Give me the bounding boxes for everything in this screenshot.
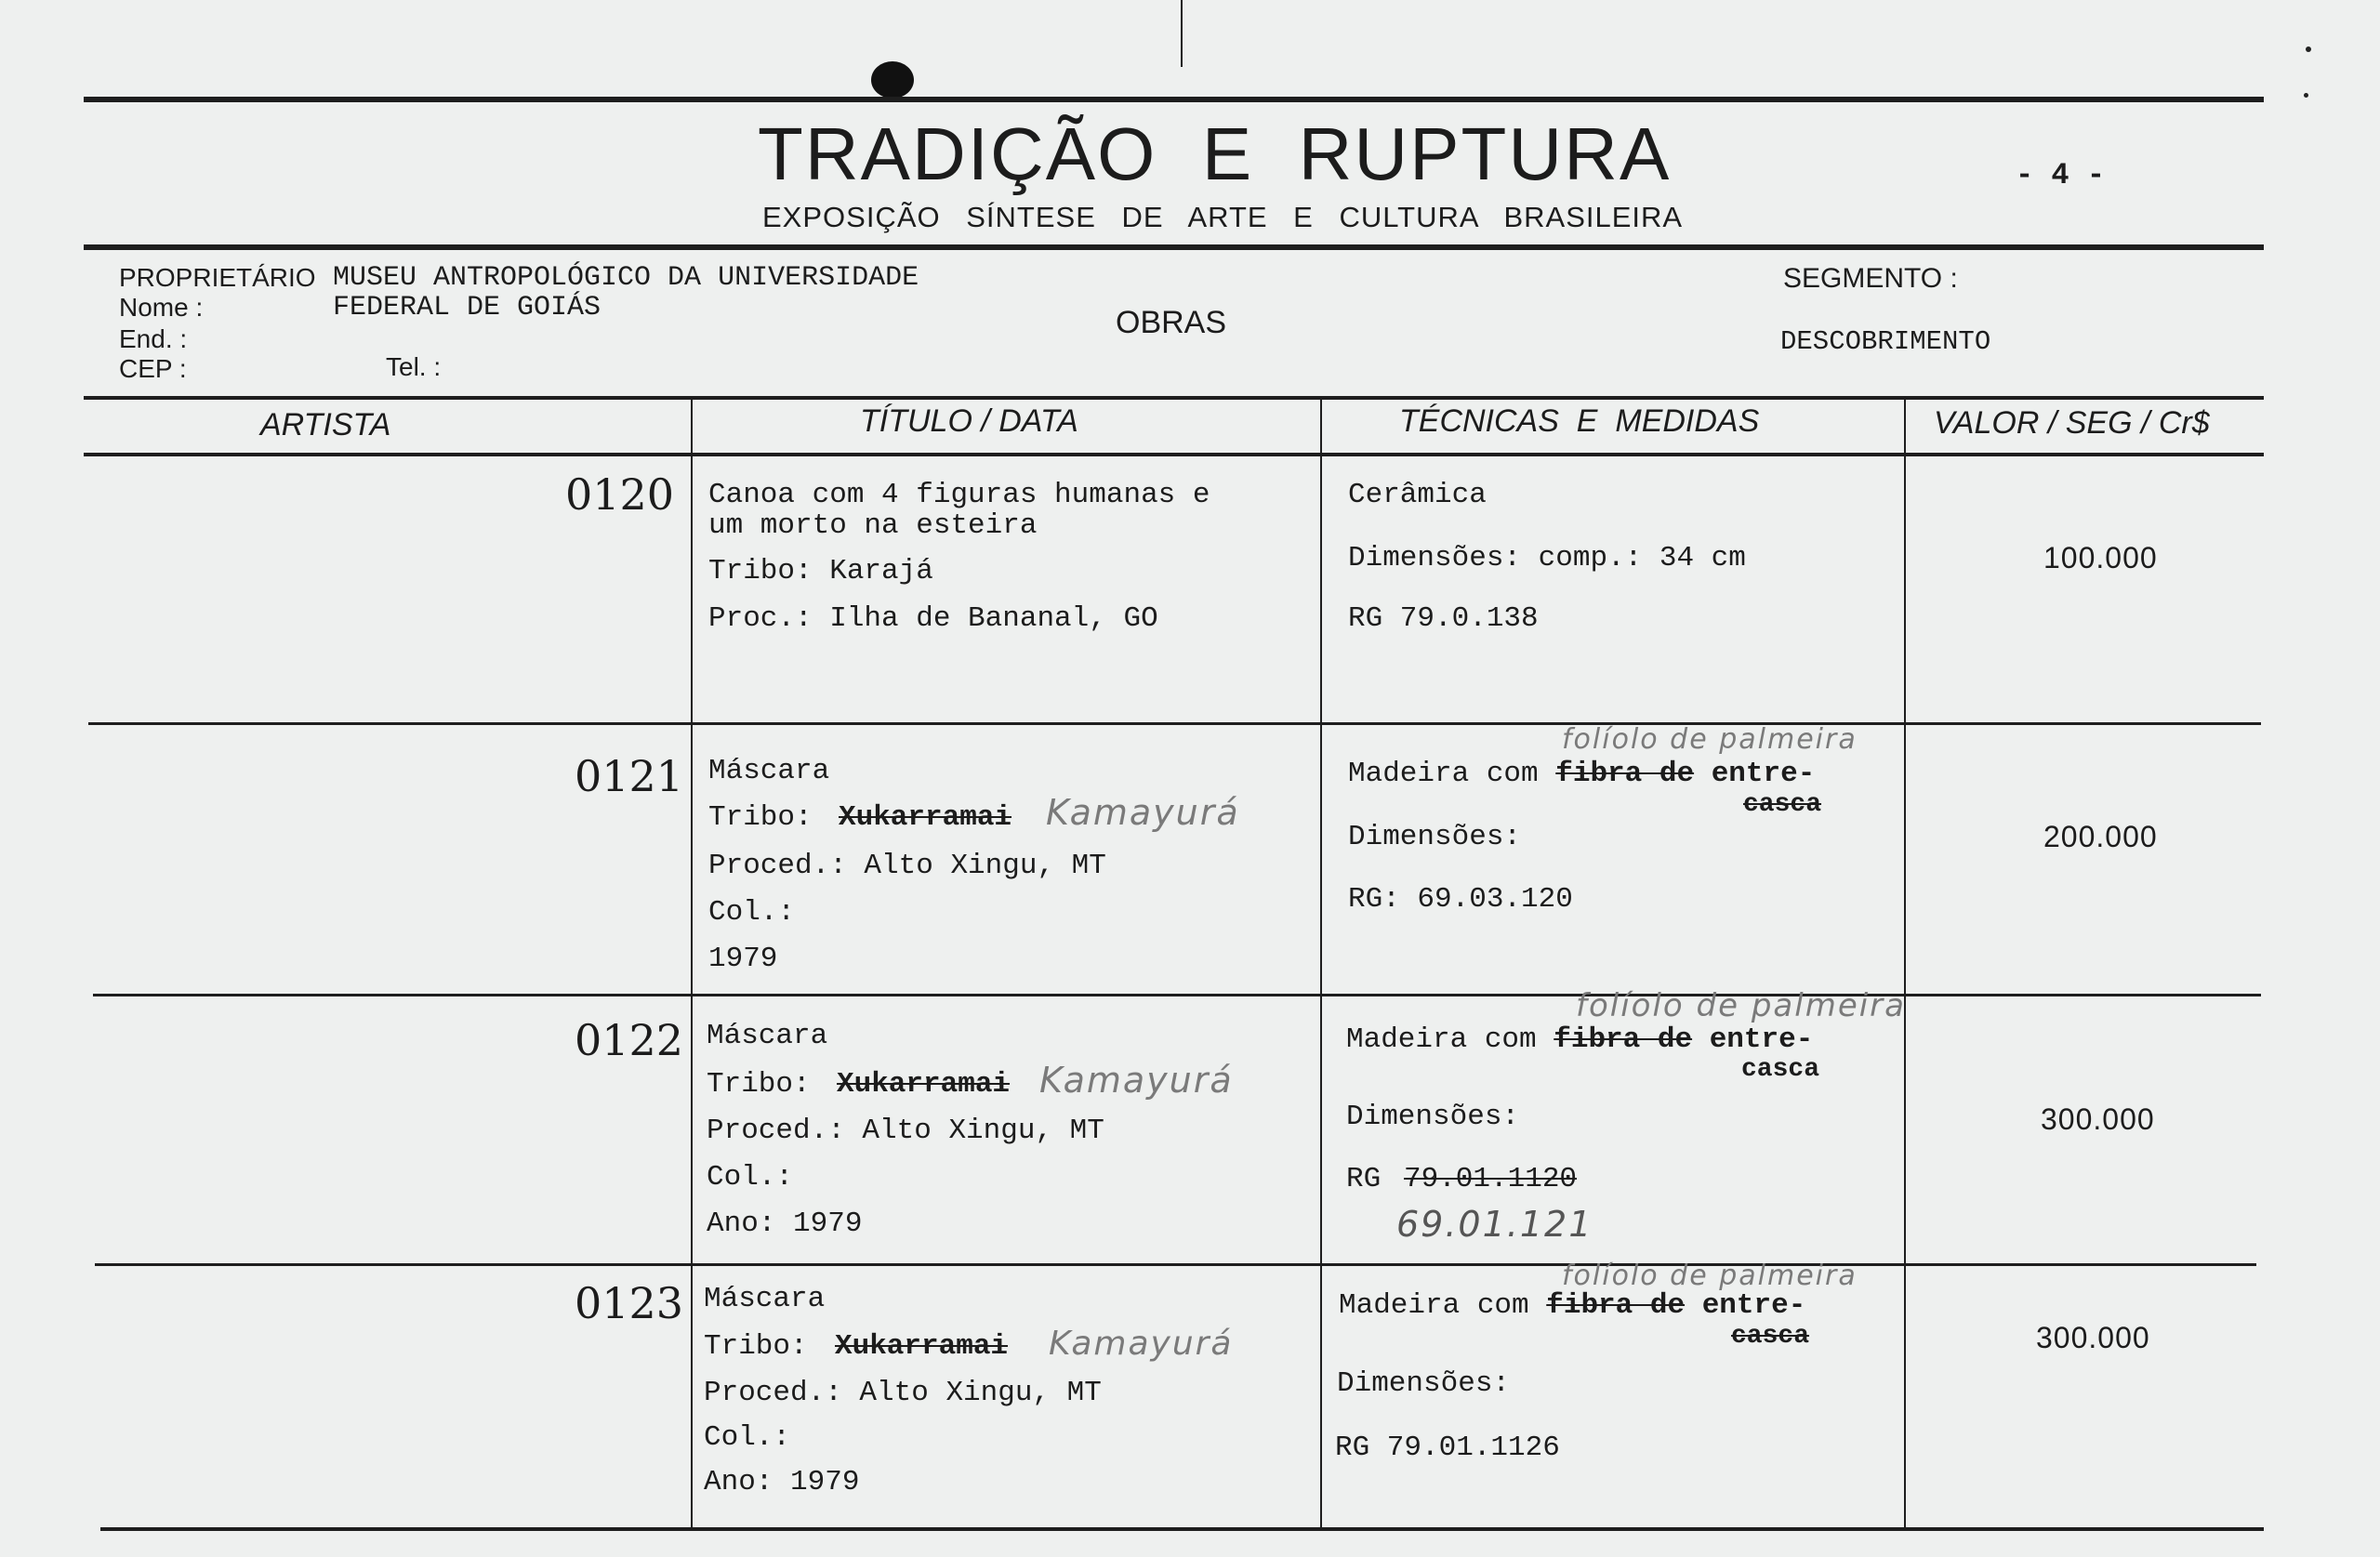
ink-speck [2304, 93, 2308, 98]
top-rule [84, 97, 2264, 102]
item-rg-struck: 79.01.1120 [1404, 1163, 1578, 1195]
header-rule [84, 244, 2264, 250]
document-subtitle: EXPOSIÇÃO SÍNTESE DE ARTE E CULTURA BRASILEIRA [762, 201, 1684, 233]
owner-name-line2: FEDERAL DE GOIÁS [333, 292, 602, 323]
table-header-rule [84, 453, 2264, 456]
item-ano: 1979 [708, 943, 778, 975]
item-tribo-struck: Xukarramai [837, 1068, 1011, 1101]
tecnica-post: entre- [1701, 1289, 1806, 1322]
tecnica-line2: casca [1743, 790, 1822, 819]
item-title: Máscara [708, 755, 830, 787]
handwritten-rg: 69.01.121 [1396, 1204, 1593, 1245]
page-number: - 4 - [2016, 158, 2106, 192]
item-col: Col.: [707, 1161, 794, 1194]
ink-speck [2306, 46, 2311, 52]
tecnica-struck: fibra de [1546, 1289, 1686, 1322]
item-dimensoes: Dimensões: comp.: 34 cm [1348, 542, 1746, 574]
item-rg-label: RG [1346, 1163, 1382, 1195]
item-tribo-label: Tribo: [708, 801, 813, 834]
column-header-tecnicas: TÉCNICAS E MEDIDAS [1399, 403, 1760, 439]
item-tribo-struck: Xukarramai [839, 801, 1012, 834]
tel-label: Tel. : [386, 352, 442, 381]
item-rg: RG 79.01.1126 [1335, 1432, 1560, 1464]
segmento-label: SEGMENTO : [1783, 263, 1958, 294]
tecnica-pre: Madeira com [1348, 758, 1539, 790]
item-valor: 300.000 [2041, 1102, 2155, 1136]
table-bottom-rule [100, 1527, 2264, 1531]
item-dimensoes: Dimensões: [1348, 821, 1522, 853]
item-proc: Proc.: Ilha de Bananal, GO [708, 602, 1158, 635]
item-title: Canoa com 4 figuras humanas e [708, 479, 1210, 511]
item-valor: 200.000 [2043, 820, 2158, 853]
item-number: 0121 [575, 751, 684, 801]
row-divider-2 [93, 994, 2261, 996]
tecnica-pre: Madeira com [1339, 1289, 1529, 1322]
item-col: Col.: [704, 1421, 791, 1454]
item-tribo-label: Tribo: [707, 1068, 811, 1101]
owner-name-line1: MUSEU ANTROPOLÓGICO DA UNIVERSIDADE [333, 262, 919, 294]
tecnica-line2: casca [1741, 1055, 1820, 1084]
tecnica-struck: fibra de [1555, 758, 1695, 790]
item-proced: Proced.: Alto Xingu, MT [704, 1377, 1102, 1409]
segmento-value: DESCOBRIMENTO [1780, 326, 1991, 357]
row-divider-3 [95, 1263, 2256, 1266]
tecnica-line2: casca [1731, 1322, 1810, 1351]
proprietario-label: PROPRIETÁRIO [119, 263, 316, 292]
tecnica-struck: fibra de [1554, 1023, 1693, 1056]
item-tecnica [1348, 758, 1815, 790]
handwritten-tecnica: folíolo de palmeira [1562, 723, 1858, 756]
punch-hole-mark [871, 61, 914, 99]
item-dimensoes: Dimensões: [1346, 1101, 1520, 1133]
tecnica-post: entre- [1709, 1023, 1814, 1056]
item-rg: RG: 69.03.120 [1348, 883, 1573, 916]
handwritten-tribo: Kamayurá [1049, 1325, 1234, 1363]
item-number: 0123 [575, 1278, 684, 1328]
item-proced: Proced.: Alto Xingu, MT [708, 850, 1106, 882]
item-proced: Proced.: Alto Xingu, MT [707, 1115, 1104, 1147]
tecnica-post: entre- [1711, 758, 1816, 790]
column-divider-3 [1904, 396, 1906, 1528]
handwritten-tecnica: folíolo de palmeira [1562, 1260, 1858, 1292]
column-divider-2 [1320, 396, 1322, 1528]
obras-label: OBRAS [1116, 305, 1227, 340]
item-title: Máscara [707, 1020, 828, 1052]
table-top-rule [84, 396, 2264, 400]
item-title: um morto na esteira [708, 509, 1038, 542]
row-divider-1 [88, 722, 2261, 725]
item-ano: Ano: 1979 [704, 1466, 860, 1498]
item-dimensoes: Dimensões: [1337, 1367, 1511, 1400]
item-tecnica [1339, 1289, 1805, 1322]
item-title: Máscara [704, 1283, 826, 1315]
column-header-artista: ARTISTA [260, 407, 391, 442]
cep-label: CEP : [119, 354, 187, 383]
item-tribo-label: Tribo: [704, 1330, 808, 1363]
item-ano: Ano: 1979 [707, 1207, 863, 1240]
column-divider-1 [691, 396, 693, 1528]
tecnica-pre: Madeira com [1346, 1023, 1537, 1056]
column-header-valor: VALOR / SEG / Cr$ [1934, 405, 2210, 441]
column-header-titulo: TÍTULO / DATA [860, 403, 1078, 439]
item-tecnica [1346, 1023, 1813, 1056]
handwritten-tribo: Kamayurá [1046, 792, 1240, 833]
item-tecnica: Cerâmica [1348, 479, 1487, 511]
item-tribo: Tribo: Karajá [708, 555, 933, 587]
document-title: TRADIÇÃO E RUPTURA [758, 112, 1672, 195]
item-tribo-struck: Xukarramai [835, 1330, 1009, 1363]
nome-label: Nome : [119, 293, 204, 322]
fold-mark [1181, 0, 1183, 67]
handwritten-tribo: Kamayurá [1039, 1060, 1234, 1101]
item-valor: 300.000 [2036, 1321, 2150, 1354]
item-rg: RG 79.0.138 [1348, 602, 1539, 635]
item-valor: 100.000 [2043, 541, 2158, 574]
item-number: 0120 [565, 469, 675, 520]
item-col: Col.: [708, 896, 796, 929]
item-number: 0122 [575, 1015, 684, 1065]
end-label: End. : [119, 324, 188, 353]
handwritten-tecnica: folíolo de palmeira [1576, 987, 1906, 1024]
